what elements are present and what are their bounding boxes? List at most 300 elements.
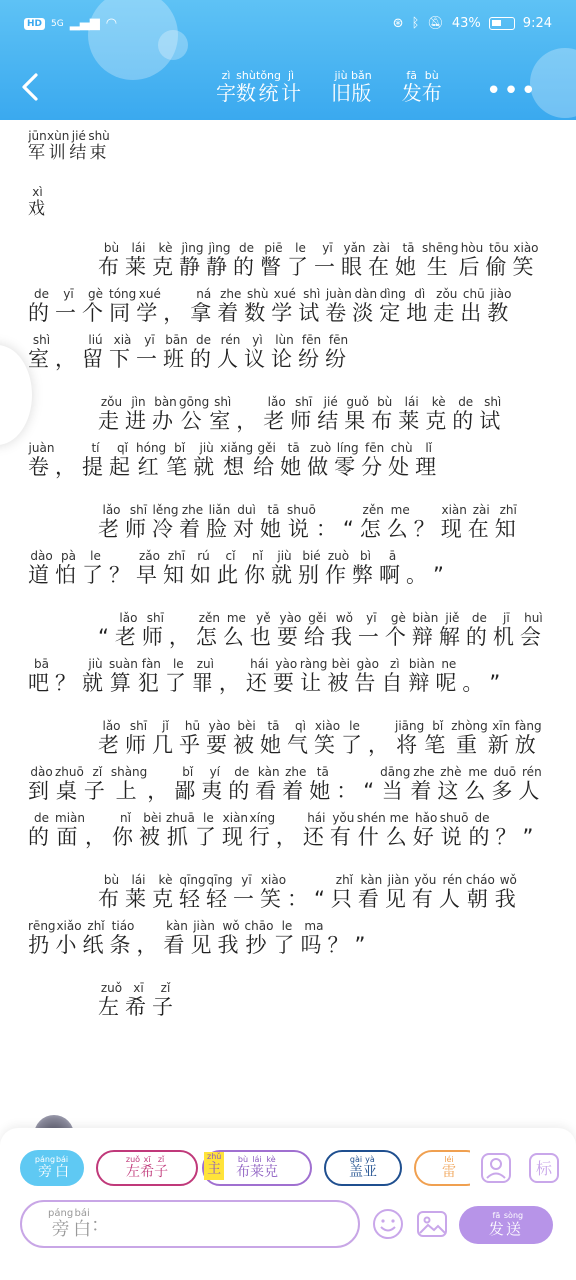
send-label-char: 送sòng xyxy=(503,1211,524,1238)
story-char: 扔rēng xyxy=(28,919,56,957)
story-char: 你nǐ xyxy=(111,811,139,849)
story-char: 军jūn xyxy=(28,130,47,163)
story-char: 淡dàn xyxy=(352,287,380,325)
story-char: 卷juàn xyxy=(28,441,55,479)
story-char: 作zuò xyxy=(325,549,352,587)
story-char: 克kè xyxy=(152,241,179,279)
story-paragraph[interactable] xyxy=(28,504,548,598)
story-char: 面miàn xyxy=(55,811,85,849)
story-char: 分fēn xyxy=(361,441,389,479)
clock: 9:24 xyxy=(522,16,552,31)
story-paragraph[interactable] xyxy=(28,242,548,382)
story-char: 办bàn xyxy=(152,395,179,433)
story-char: 个gè xyxy=(384,611,412,649)
story-char: 现xiàn xyxy=(221,811,249,849)
story-char: 看kàn xyxy=(163,919,191,957)
story-char: “ xyxy=(363,779,381,803)
story-char: 知zhī xyxy=(163,549,190,587)
story-char: 罪zuì xyxy=(191,657,219,695)
story-char: 会huì xyxy=(519,611,547,649)
role-char: 布bù xyxy=(236,1155,250,1180)
story-char: 怕pà xyxy=(55,549,82,587)
story-char: 行xíng xyxy=(248,811,276,849)
story-char: 么me xyxy=(464,765,492,803)
story-char: 笑xiào xyxy=(314,719,341,757)
story-char: 夷yí xyxy=(201,765,229,803)
hd-badge: HD xyxy=(24,18,45,30)
story-char: 老lǎo xyxy=(114,611,142,649)
story-char: 莱lái xyxy=(125,241,152,279)
story-char: 有yǒu xyxy=(329,811,357,849)
role-char: 克kè xyxy=(264,1155,278,1180)
story-char: ， xyxy=(168,625,196,649)
story-char: 她tā xyxy=(395,241,422,279)
story-char: 试shì xyxy=(479,395,507,433)
story-char: 。 xyxy=(406,563,433,587)
emoji-icon[interactable] xyxy=(372,1208,404,1240)
story-char: 么me xyxy=(386,503,414,541)
role-chip[interactable] xyxy=(202,1150,312,1186)
status-bar xyxy=(0,12,576,40)
role-char: 旁páng xyxy=(34,1155,56,1180)
story-char: 室shì xyxy=(28,333,55,371)
story-char: 一yī xyxy=(314,241,341,279)
story-char: 地dì xyxy=(406,287,434,325)
role-char: 雷léi xyxy=(442,1155,456,1180)
story-char: 了le xyxy=(82,549,109,587)
story-char: 一yī xyxy=(136,333,163,371)
wifi-icon: ◠ xyxy=(105,16,118,31)
role-char: 子zǐ xyxy=(154,1155,169,1180)
more-icon[interactable]: ••• xyxy=(485,76,538,106)
app-header xyxy=(0,0,576,120)
story-char: 放fàng xyxy=(514,719,542,757)
story-char: 啊ā xyxy=(379,549,406,587)
input-placeholder-char: 白bái xyxy=(73,1207,92,1240)
story-char: 了le xyxy=(164,657,192,695)
story-char: 生shēng xyxy=(422,241,459,279)
input-panel xyxy=(0,1128,576,1280)
story-char: 一yī xyxy=(233,873,260,911)
story-char: ， xyxy=(84,825,112,849)
story-paragraph[interactable] xyxy=(28,612,548,706)
story-char: 提tí xyxy=(82,441,109,479)
story-char: 解jiě xyxy=(438,611,466,649)
header-char: 旧jiù xyxy=(331,69,351,105)
story-char: 气qì xyxy=(287,719,314,757)
story-char: 早zǎo xyxy=(136,549,163,587)
story-char: 在zài xyxy=(368,241,395,279)
story-char: 弊bì xyxy=(352,549,379,587)
story-char: 乎hū xyxy=(179,719,206,757)
story-char: 偷tōu xyxy=(485,241,513,279)
story-char: 师shī xyxy=(125,503,152,541)
story-char: 也yě xyxy=(249,611,277,649)
story-char: 师shī xyxy=(141,611,169,649)
header-char: 字zì xyxy=(216,69,236,105)
story-char: 怎zěn xyxy=(195,611,223,649)
story-char: 班bān xyxy=(163,333,190,371)
story-char: 果guǒ xyxy=(344,395,372,433)
story-char: 笔bǐ xyxy=(166,441,194,479)
story-char: ” xyxy=(433,563,450,587)
role-char: 盖gài xyxy=(349,1155,363,1180)
story-char: 轻qīng xyxy=(179,873,206,911)
story-char: 笑xiào xyxy=(260,873,287,911)
story-paragraph[interactable] xyxy=(28,982,548,1030)
nfc-icon: ⊛ xyxy=(392,16,404,31)
story-char: 这zhè xyxy=(437,765,465,803)
story-paragraph[interactable] xyxy=(28,874,548,968)
story-char: ： xyxy=(336,779,364,803)
story-char: 处chù xyxy=(388,441,416,479)
story-char: 被bèi xyxy=(138,811,166,849)
story-char: ？ xyxy=(495,825,523,849)
story-char: 着zhe xyxy=(410,765,438,803)
story-char: 还hái xyxy=(302,811,330,849)
story-char: ， xyxy=(55,455,82,479)
story-char: 上shàng xyxy=(110,765,148,803)
story-char: ， xyxy=(218,671,246,695)
story-char: 她tā xyxy=(260,503,287,541)
story-char: 人rén xyxy=(217,333,244,371)
story-char: 知zhī xyxy=(494,503,522,541)
story-char: 了le xyxy=(194,811,222,849)
role-selector xyxy=(20,1150,470,1188)
story-char: 室shì xyxy=(209,395,237,433)
story-char: 就jiù xyxy=(193,441,221,479)
story-char: ： xyxy=(315,517,343,541)
story-char: 进jìn xyxy=(125,395,152,433)
story-char: 结jié xyxy=(69,130,89,163)
story-char: 桌zhuō xyxy=(55,765,84,803)
story-char: “ xyxy=(342,517,360,541)
header-actions xyxy=(216,70,442,106)
story-char: 戏xì xyxy=(28,185,47,219)
story-char: 后hòu xyxy=(458,241,486,279)
story-char: 小xiǎo xyxy=(55,919,83,957)
story-char: 看kàn xyxy=(357,873,385,911)
story-char: 我wǒ xyxy=(217,919,245,957)
story-paragraph[interactable] xyxy=(28,720,548,860)
story-char: ？ xyxy=(413,517,441,541)
story-char: 了le xyxy=(273,919,301,957)
story-char: 你nǐ xyxy=(244,549,271,587)
story-char: 朝cháo xyxy=(465,873,495,911)
story-char: 现xiàn xyxy=(440,503,468,541)
story-char: 走zǒu xyxy=(433,287,461,325)
story-char: 就jiù xyxy=(82,657,109,695)
story-char: 人rén xyxy=(518,765,546,803)
story-char: 做zuò xyxy=(307,441,335,479)
story-char: ？ xyxy=(109,563,136,587)
role-char: 左zuǒ xyxy=(125,1155,141,1180)
send-button[interactable] xyxy=(459,1206,553,1244)
story-char: “ xyxy=(314,887,331,911)
story-char: 抓zhuā xyxy=(165,811,195,849)
story-char: 要yào xyxy=(206,719,233,757)
story-char: 要yào xyxy=(272,657,300,695)
story-char: ： xyxy=(287,887,314,911)
network-label: 5G xyxy=(51,18,64,29)
story-char: 么me xyxy=(385,811,413,849)
story-char: ” xyxy=(354,933,372,957)
send-label-char: 发fā xyxy=(488,1211,504,1238)
story-char: ， xyxy=(55,347,82,371)
role-char: 希xī xyxy=(140,1155,155,1180)
story-paragraph[interactable] xyxy=(28,130,548,172)
story-char: 数shù xyxy=(244,287,272,325)
story-char: 她tā xyxy=(260,719,287,757)
old-version-button[interactable] xyxy=(331,70,372,106)
story-char: ？ xyxy=(327,933,355,957)
story-char: 卷juàn xyxy=(325,287,353,325)
story-char: ， xyxy=(147,779,175,803)
story-char: ， xyxy=(163,301,191,325)
story-char: 犯fàn xyxy=(137,657,165,695)
story-char: 被bèi xyxy=(233,719,260,757)
signal-icon: ▂▄▆ xyxy=(69,16,100,31)
image-icon[interactable] xyxy=(416,1208,448,1240)
story-char: 道dào xyxy=(28,549,55,587)
story-char: 有yǒu xyxy=(411,873,439,911)
input-placeholder-char: ： xyxy=(91,1215,110,1236)
back-arrow-icon[interactable] xyxy=(20,72,42,102)
story-char: 脸liǎn xyxy=(206,503,233,541)
story-char: 冷lěng xyxy=(152,503,179,541)
story-char: 着zhe xyxy=(217,287,245,325)
story-char: 对duì xyxy=(233,503,260,541)
story-char: 试shì xyxy=(298,287,326,325)
story-char: 布bù xyxy=(98,241,125,279)
story-char: 要yào xyxy=(276,611,304,649)
story-char: 她tā xyxy=(309,765,337,803)
story-char: 的de xyxy=(28,287,55,325)
story-char: 纷fēn xyxy=(298,333,325,371)
story-char: 辩biàn xyxy=(411,611,439,649)
story-char: 几jǐ xyxy=(152,719,179,757)
header-char: 布bù xyxy=(421,69,442,105)
input-placeholder-char: 旁páng xyxy=(48,1207,74,1240)
story-char: 的de xyxy=(233,241,260,279)
story-char: 布bù xyxy=(98,873,125,911)
role-char: 白bái xyxy=(55,1155,70,1180)
story-char: 希xī xyxy=(125,981,152,1019)
story-char: 纷fēn xyxy=(325,333,352,371)
story-char: 条tiáo xyxy=(109,919,137,957)
story-char: 学xué xyxy=(136,287,164,325)
story-char: 多duō xyxy=(491,765,519,803)
story-char: 下xià xyxy=(109,333,136,371)
story-char: 拿ná xyxy=(190,287,218,325)
story-char: 出chū xyxy=(460,287,488,325)
header-char: 数shù xyxy=(236,69,256,105)
story-char: 就jiù xyxy=(271,549,298,587)
story-char: 静jìng xyxy=(206,241,233,279)
main-role-badge xyxy=(204,1152,224,1180)
story-char: 如rú xyxy=(190,549,217,587)
story-char: 论lùn xyxy=(271,333,298,371)
story-char: 克kè xyxy=(425,395,453,433)
story-char: 老lǎo xyxy=(98,503,125,541)
dialogue-input[interactable] xyxy=(20,1200,360,1248)
story-char: 自zì xyxy=(381,657,409,695)
story-char: 训xùn xyxy=(47,130,70,163)
story-char: ？ xyxy=(55,671,82,695)
story-char: 师shī xyxy=(125,719,152,757)
bluetooth-icon: ᛒ xyxy=(411,16,420,31)
story-char: 笔bǐ xyxy=(424,719,452,757)
header-char: 版bǎn xyxy=(351,69,372,105)
story-char: ， xyxy=(136,933,164,957)
story-char: 将jiāng xyxy=(395,719,425,757)
story-char: 此cǐ xyxy=(217,549,244,587)
story-char: 想xiǎng xyxy=(220,441,254,479)
story-char: 议yì xyxy=(244,333,271,371)
story-char: 见jiàn xyxy=(384,873,412,911)
story-char: 留liú xyxy=(82,333,109,371)
story-char: 眼yǎn xyxy=(341,241,368,279)
publish-button[interactable] xyxy=(402,70,442,106)
story-char: 鄙bǐ xyxy=(174,765,202,803)
story-char: 只zhǐ xyxy=(330,873,358,911)
story-char: 一yī xyxy=(55,287,82,325)
story-char: 的de xyxy=(465,611,493,649)
story-char: 让ràng xyxy=(299,657,328,695)
header-char: 计jì xyxy=(281,69,301,105)
story-char: 的de xyxy=(452,395,480,433)
story-char: 子zǐ xyxy=(152,981,179,1019)
role-chip[interactable] xyxy=(20,1150,84,1186)
story-char: ” xyxy=(489,671,507,695)
story-char: 教jiào xyxy=(487,287,515,325)
role-char: 莱lái xyxy=(250,1155,264,1180)
story-char: 莱lái xyxy=(398,395,426,433)
stats-button[interactable] xyxy=(216,70,301,106)
story-char: 呢ne xyxy=(435,657,463,695)
role-char: 亚yà xyxy=(363,1155,377,1180)
story-char: 起qǐ xyxy=(109,441,136,479)
story-char: 么me xyxy=(222,611,250,649)
story-char: 零líng xyxy=(334,441,362,479)
battery-icon xyxy=(489,17,515,30)
role-chip[interactable] xyxy=(414,1150,470,1186)
story-char: 静jìng xyxy=(179,241,206,279)
mute-icon: 🔕︎ xyxy=(427,16,444,31)
story-char: 轻qīng xyxy=(206,873,233,911)
story-char: 机jī xyxy=(492,611,520,649)
story-char: 见jiàn xyxy=(190,919,218,957)
story-paragraph[interactable] xyxy=(28,186,548,228)
battery-percent: 43% xyxy=(451,16,481,31)
story-char: 好hǎo xyxy=(412,811,440,849)
header-char: 发fā xyxy=(401,69,422,105)
svg-text:标: 标 xyxy=(535,1159,553,1178)
story-char: “ xyxy=(98,625,115,649)
story-char: 什shén xyxy=(356,811,386,849)
story-char: 吗ma xyxy=(300,919,328,957)
story-char: 克kè xyxy=(152,873,179,911)
story-char: 的de xyxy=(190,333,217,371)
story-char: 的de xyxy=(468,811,496,849)
story-char: ” xyxy=(522,825,540,849)
header-char: 统tǒng xyxy=(256,69,281,105)
story-char: 着zhe xyxy=(282,765,310,803)
story-char: 辩biàn xyxy=(408,657,436,695)
story-char: 纸zhǐ xyxy=(82,919,110,957)
story-char: 红hóng xyxy=(136,441,167,479)
story-char: 莱lái xyxy=(125,873,152,911)
story-char: 怎zěn xyxy=(359,503,387,541)
story-char: 个gè xyxy=(82,287,109,325)
story-char: 子zǐ xyxy=(83,765,111,803)
story-char: 在zài xyxy=(467,503,495,541)
story-char: 说shuō xyxy=(439,811,469,849)
story-char: 布bù xyxy=(371,395,399,433)
story-char: 吧bā xyxy=(28,657,55,695)
story-char: 给gěi xyxy=(303,611,331,649)
story-char: 一yī xyxy=(357,611,385,649)
story-char: 学xué xyxy=(271,287,299,325)
story-char: 公gōng xyxy=(179,395,210,433)
story-char: 还hái xyxy=(245,657,273,695)
story-char: 看kàn xyxy=(255,765,283,803)
story-char: 被bèi xyxy=(327,657,355,695)
story-char: ， xyxy=(236,409,264,433)
mark-icon[interactable] xyxy=(528,1152,560,1184)
story-char: 告gào xyxy=(354,657,382,695)
story-char: 的de xyxy=(228,765,256,803)
story-char: 我wǒ xyxy=(330,611,358,649)
story-paragraph[interactable] xyxy=(28,396,548,490)
story-char: 算suàn xyxy=(109,657,138,695)
story-char: 抄chāo xyxy=(244,919,274,957)
badge-char: 主zhǔ xyxy=(207,1152,222,1177)
story-char: 老lǎo xyxy=(263,395,291,433)
story-char: 了le xyxy=(341,719,368,757)
story-char: ， xyxy=(275,825,303,849)
story-char: 着zhe xyxy=(179,503,206,541)
role-chip[interactable] xyxy=(324,1150,402,1186)
story-char: 定dìng xyxy=(379,287,407,325)
story-char: 人rén xyxy=(438,873,466,911)
story-char: 我wǒ xyxy=(494,873,522,911)
story-char: 新xīn xyxy=(487,719,515,757)
story-char: 给gěi xyxy=(253,441,281,479)
story-char: 别bié xyxy=(298,549,325,587)
story-char: ， xyxy=(368,733,395,757)
story-char: 到dào xyxy=(28,765,55,803)
story-char: 瞥piē xyxy=(260,241,287,279)
story-char: 说shuō xyxy=(287,503,316,541)
story-char: 老lǎo xyxy=(98,719,125,757)
story-char: 。 xyxy=(462,671,490,695)
story-char: 师shī xyxy=(290,395,318,433)
story-content xyxy=(0,130,576,1125)
story-char: 笑xiào xyxy=(512,241,540,279)
story-char: 她tā xyxy=(280,441,308,479)
story-char: 左zuǒ xyxy=(98,981,125,1019)
story-char: 结jié xyxy=(317,395,345,433)
story-char: 走zǒu xyxy=(98,395,125,433)
story-char: 理lǐ xyxy=(415,441,443,479)
story-char: 了le xyxy=(287,241,314,279)
story-char: 重zhòng xyxy=(451,719,488,757)
role-chip[interactable] xyxy=(96,1150,198,1186)
story-char: 的de xyxy=(28,811,55,849)
story-char: 当dāng xyxy=(380,765,411,803)
person-icon[interactable] xyxy=(480,1152,512,1184)
